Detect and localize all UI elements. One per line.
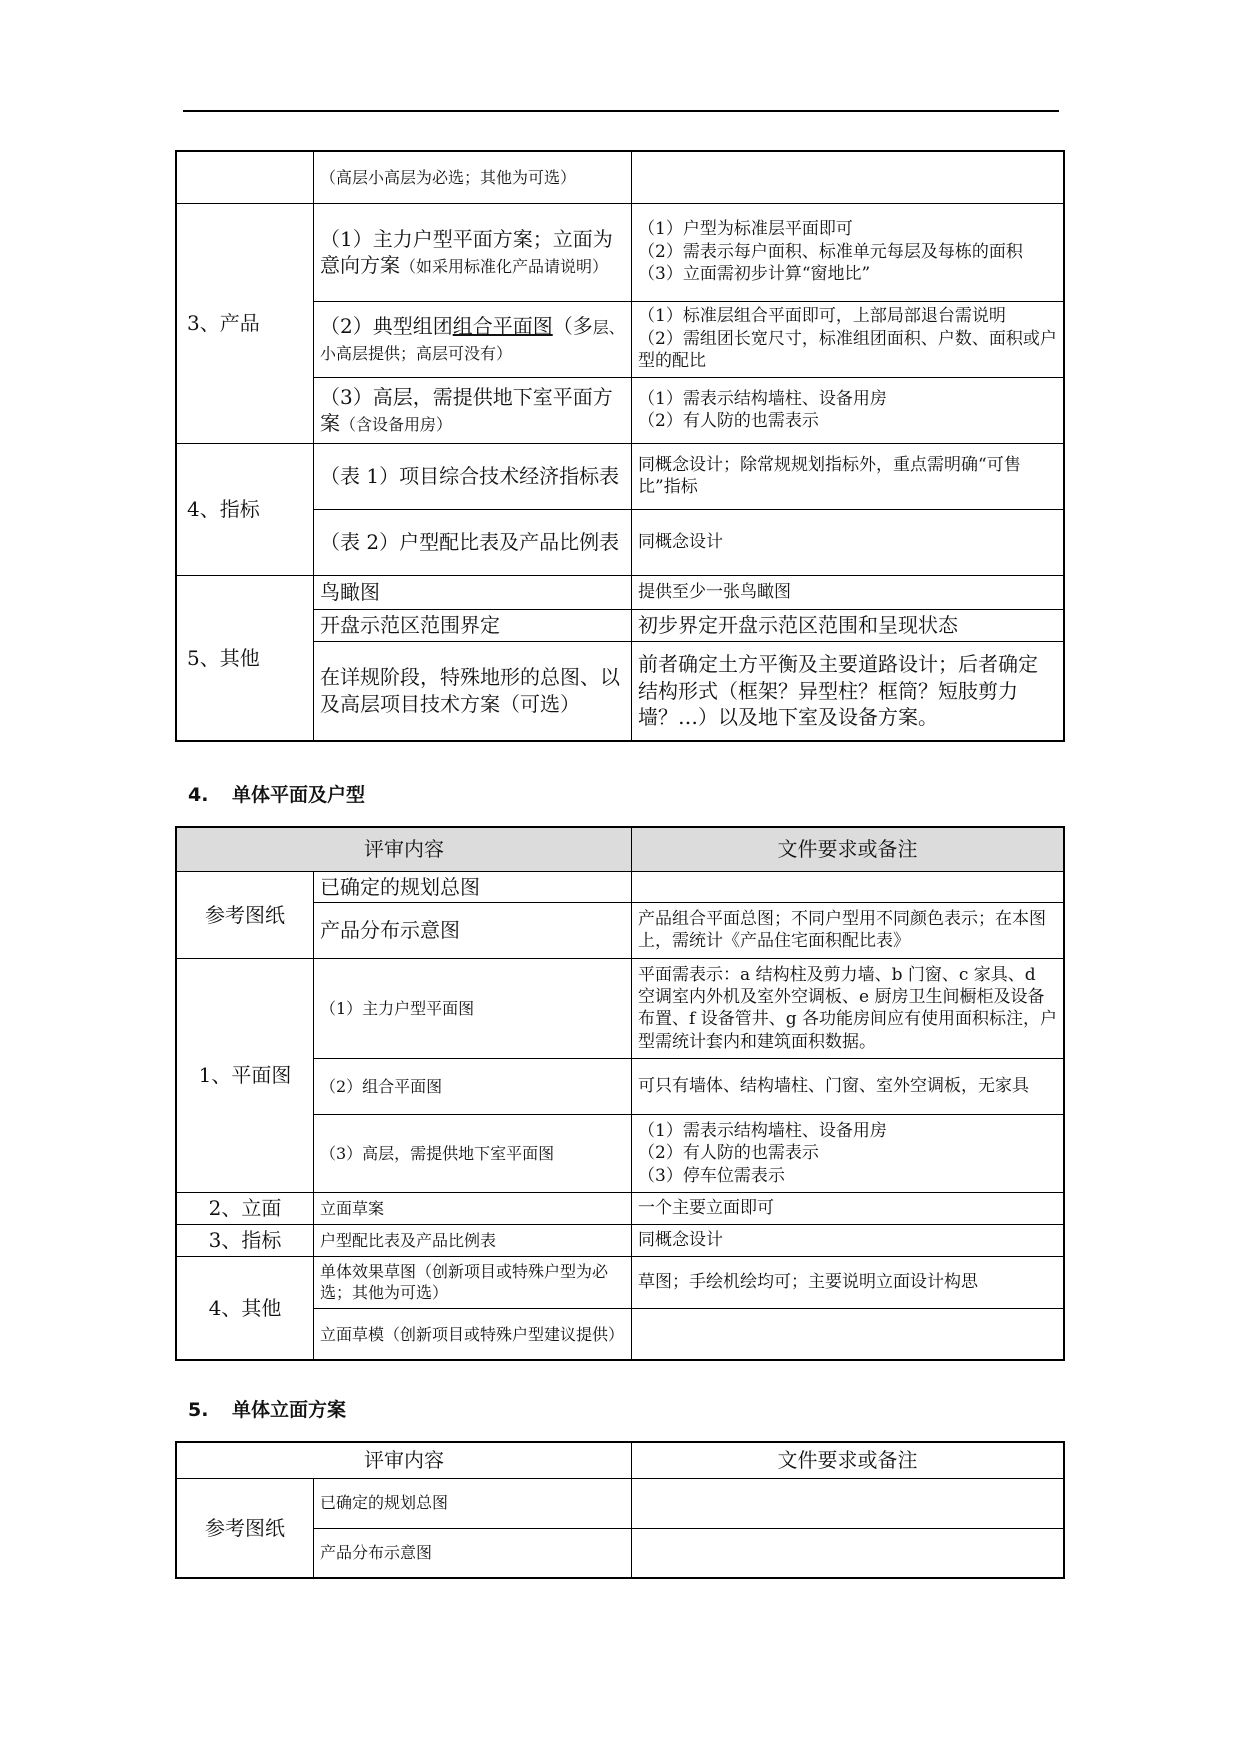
- content-cell: （高层小高层为必选；其他为可选）: [314, 151, 632, 203]
- note-cell: [632, 1478, 1064, 1528]
- content-small-text: 层、小高层提供；高层可没有）: [320, 317, 625, 363]
- section-number: 5.: [188, 1399, 209, 1421]
- section-heading: [188, 780, 365, 807]
- note-cell: 平面需表示：a 结构柱及剪力墙、b 门窗、c 家具、d 空调室内外机及室外空调板、e 厨房卫生间橱柜及设备布置、f 设备管井、g 各功能房间应有使用面积标注，户型需统计套内和建筑面积数据。: [632, 958, 1064, 1058]
- note-cell: 同概念设计；除常规规划指标外，重点需明确“可售比”指标: [632, 443, 1064, 509]
- section-heading: [188, 1395, 346, 1422]
- table-row: [176, 1192, 1064, 1224]
- content-cell: [314, 301, 632, 377]
- content-cell: 开盘示范区范围界定: [314, 609, 632, 641]
- note-cell: 可只有墙体、结构墙柱、门窗、室外空调板，无家具: [632, 1058, 1064, 1114]
- table-row: [176, 1478, 1064, 1528]
- table-row: [176, 1224, 1064, 1256]
- table-header-row: [176, 1442, 1064, 1478]
- content-text: （3）高层，需提供地下室平面方案: [320, 384, 613, 435]
- table-row: [176, 151, 1064, 203]
- header-content: 评审内容: [176, 827, 632, 871]
- content-small-text: （如采用标准化产品请说明）: [400, 257, 609, 276]
- note-cell: 前者确定土方平衡及主要道路设计；后者确定结构形式（框架？异型柱？框筒？短肢剪力墙？…）以及地下室及设备方案。: [632, 641, 1064, 741]
- content-cell: 已确定的规划总图: [314, 1478, 632, 1528]
- note-cell: 一个主要立面即可: [632, 1192, 1064, 1224]
- category-cell: 4、其他: [176, 1256, 314, 1360]
- content-cell: 已确定的规划总图: [314, 871, 632, 902]
- content-cell: （表 1）项目综合技术经济指标表: [314, 443, 632, 509]
- note-cell: （1）需表示结构墙柱、设备用房 （2）有人防的也需表示 （3）停车位需表示: [632, 1114, 1064, 1192]
- content-small-text: （含设备用房）: [340, 415, 453, 434]
- table-row: [176, 443, 1064, 509]
- note-cell: 同概念设计: [632, 1224, 1064, 1256]
- header-content: 评审内容: [176, 1442, 632, 1478]
- content-cell: 产品分布示意图: [314, 1528, 632, 1578]
- note-cell: （1）需表示结构墙柱、设备用房 （2）有人防的也需表示: [632, 377, 1064, 443]
- note-cell: 同概念设计: [632, 509, 1064, 575]
- table-row: [176, 871, 1064, 902]
- review-table-unit-elevation: [175, 1441, 1065, 1579]
- category-cell: 1、平面图: [176, 958, 314, 1192]
- category-cell: 5、其他: [176, 575, 314, 741]
- content-text: （多: [552, 313, 593, 338]
- note-cell: （1）户型为标准层平面即可 （2）需表示每户面积、标准单元每层及每栋的面积 （3）立面需初步计算“窗地比”: [632, 203, 1064, 301]
- category-cell: 参考图纸: [176, 1478, 314, 1578]
- note-cell: 初步界定开盘示范区范围和呈现状态: [632, 609, 1064, 641]
- content-cell: 立面草模（创新项目或特殊户型建议提供）: [314, 1308, 632, 1360]
- header-rule: [183, 110, 1059, 112]
- content-cell: 立面草案: [314, 1192, 632, 1224]
- content-cell: 单体效果草图（创新项目或特殊户型为必选；其他为可选）: [314, 1256, 632, 1308]
- category-cell: 参考图纸: [176, 871, 314, 958]
- section-title: 单体平面及户型: [232, 784, 366, 806]
- review-table-unit-plan: [175, 826, 1065, 1361]
- note-cell: 提供至少一张鸟瞰图: [632, 575, 1064, 609]
- category-cell: 2、立面: [176, 1192, 314, 1224]
- content-underlined-text: 组合平面图: [452, 313, 553, 338]
- section-title: 单体立面方案: [232, 1399, 347, 1421]
- content-text: （2）典型组团: [320, 313, 453, 338]
- note-cell: （1）标准层组合平面即可，上部局部退台需说明 （2）需组团长宽尺寸，标准组团面积、户数、面积或户型的配比: [632, 301, 1064, 377]
- table-row: [176, 958, 1064, 1058]
- category-cell: 3、产品: [176, 203, 314, 443]
- category-cell: [176, 151, 314, 203]
- note-cell: [632, 871, 1064, 902]
- content-cell: [314, 377, 632, 443]
- header-note: 文件要求或备注: [632, 827, 1064, 871]
- header-note: 文件要求或备注: [632, 1442, 1064, 1478]
- content-cell: （2）组合平面图: [314, 1058, 632, 1114]
- content-cell: 户型配比表及产品比例表: [314, 1224, 632, 1256]
- category-cell: 3、指标: [176, 1224, 314, 1256]
- table-header-row: [176, 827, 1064, 871]
- note-cell: [632, 1308, 1064, 1360]
- category-cell: 4、指标: [176, 443, 314, 575]
- content-text: （1）主力户型平面方案；立面为意向方案: [320, 226, 613, 277]
- note-cell: [632, 151, 1064, 203]
- content-cell: 鸟瞰图: [314, 575, 632, 609]
- note-cell: [632, 1528, 1064, 1578]
- content-cell: 在详规阶段，特殊地形的总图、以及高层项目技术方案（可选）: [314, 641, 632, 741]
- content-cell: （1）主力户型平面图: [314, 958, 632, 1058]
- section-number: 4.: [188, 784, 209, 806]
- table-row: [176, 575, 1064, 609]
- note-cell: 草图；手绘机绘均可；主要说明立面设计构思: [632, 1256, 1064, 1308]
- content-cell: 产品分布示意图: [314, 902, 632, 958]
- table-row: [176, 203, 1064, 301]
- table-row: [176, 1256, 1064, 1308]
- content-cell: （表 2）户型配比表及产品比例表: [314, 509, 632, 575]
- review-table-continued: [175, 150, 1065, 742]
- content-cell: [314, 203, 632, 301]
- note-cell: 产品组合平面总图；不同户型用不同颜色表示；在本图上，需统计《产品住宅面积配比表》: [632, 902, 1064, 958]
- content-cell: （3）高层，需提供地下室平面图: [314, 1114, 632, 1192]
